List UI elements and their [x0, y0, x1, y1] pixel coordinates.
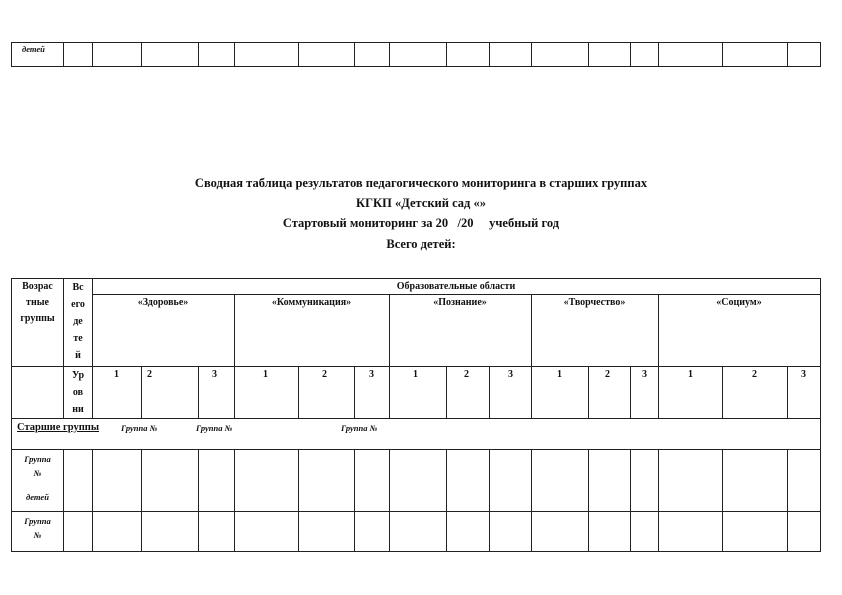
level-number: 2	[752, 369, 757, 380]
group-label: Группа №	[341, 423, 378, 433]
level-number: 2	[322, 369, 327, 380]
level-number: 3	[212, 369, 217, 380]
level-number: 1	[557, 369, 562, 380]
level-number: 3	[801, 369, 806, 380]
area-health: «Здоровье»	[137, 297, 189, 308]
level-number: 3	[642, 369, 647, 380]
level-number: 1	[413, 369, 418, 380]
age-groups-header: Возрас тные группы	[20, 281, 55, 324]
educational-areas-header: Образовательные области	[396, 281, 516, 292]
area-communication: «Коммуникация»	[271, 297, 352, 308]
total-children-header: Вс его де те й	[71, 282, 85, 361]
level-number: 2	[605, 369, 610, 380]
level-number: 1	[114, 369, 119, 380]
row2-label: Группа №	[24, 516, 51, 540]
total-children: Всего детей:	[386, 237, 456, 251]
levels-label: Ур ов ни	[71, 370, 85, 415]
area-cognition: «Познание»	[433, 297, 487, 308]
area-creativity: «Творчество»	[563, 297, 626, 308]
level-number: 2	[147, 369, 152, 380]
row1-label: Группа № детей	[24, 454, 51, 502]
level-number: 3	[369, 369, 374, 380]
level-number: 2	[464, 369, 469, 380]
senior-groups-label: Старшие группы	[17, 422, 100, 433]
organization-name: КГКП «Детский сад «»	[356, 196, 486, 210]
area-society: «Социум»	[716, 297, 762, 308]
document-title: Сводная таблица результатов педагогического мониторинга в старших группах	[194, 176, 648, 190]
level-number: 3	[508, 369, 513, 380]
group-label: Группа №	[121, 423, 158, 433]
group-label: Группа №	[196, 423, 233, 433]
top-row-label: детей	[22, 44, 45, 54]
level-number: 1	[263, 369, 268, 380]
monitoring-period: Стартовый мониторинг за 20 /20 учебный год	[282, 216, 560, 230]
level-number: 1	[688, 369, 693, 380]
